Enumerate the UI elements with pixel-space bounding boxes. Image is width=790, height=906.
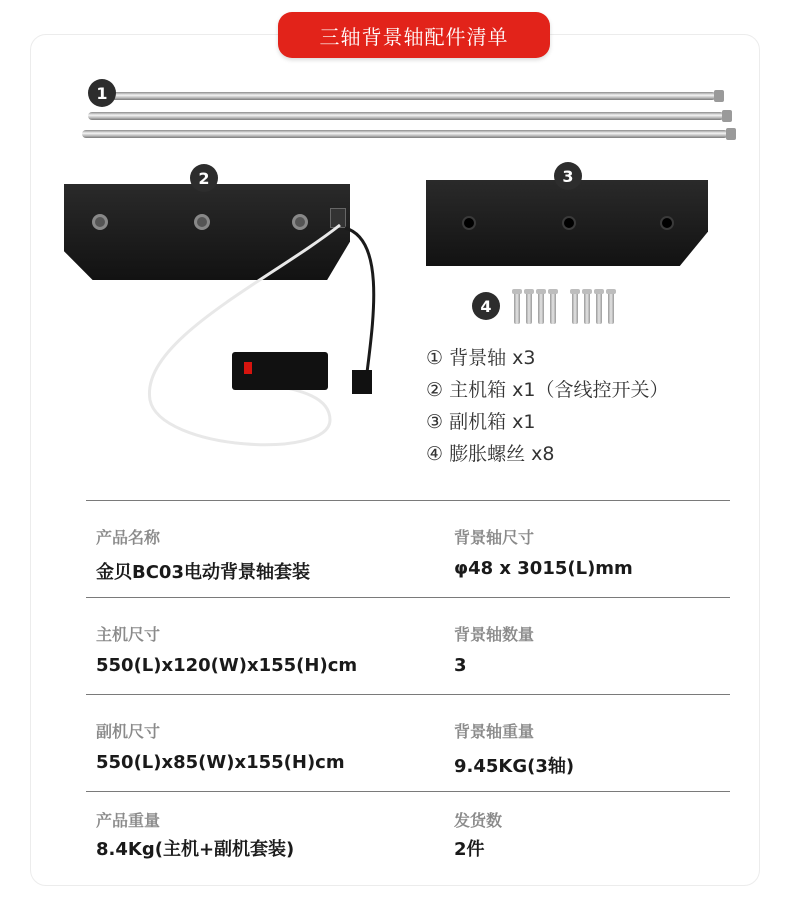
spec-label: 产品名称: [96, 528, 161, 547]
spec-value: 2件: [454, 839, 485, 860]
parts-legend: [426, 342, 668, 470]
legend-item: ① 背景轴 x3: [426, 347, 536, 369]
spec-label: 主机尺寸: [96, 625, 161, 644]
spec-label: 背景轴数量: [454, 625, 535, 644]
spec-value: φ48 x 3015(L)mm: [454, 558, 633, 579]
specs-table: [86, 500, 730, 862]
page-title: 三轴背景轴配件清单: [278, 12, 550, 58]
spec-label: 发货数: [454, 811, 503, 830]
spec-value: 金贝BC03电动背景轴套装: [96, 562, 310, 583]
cable-icon: [120, 220, 400, 470]
marker-1: 1: [88, 79, 116, 107]
spec-label: 产品重量: [96, 811, 161, 830]
legend-item: ④ 膨胀螺丝 x8: [426, 443, 555, 465]
marker-2: 2: [190, 164, 218, 192]
spec-value: 550(L)x120(W)x155(H)cm: [96, 655, 358, 676]
legend-item: ③ 副机箱 x1: [426, 411, 536, 433]
table-row: [86, 694, 730, 791]
spec-label: 背景轴尺寸: [454, 528, 535, 547]
spec-label: 副机尺寸: [96, 722, 161, 741]
marker-3: 3: [554, 162, 582, 190]
spec-value: 550(L)x85(W)x155(H)cm: [96, 752, 345, 773]
spec-value: 3: [454, 655, 467, 676]
spec-label: 背景轴重量: [454, 722, 535, 741]
table-row: [86, 500, 730, 597]
spec-value: 9.45KG(3轴): [454, 756, 575, 777]
legend-item: ② 主机箱 x1（含线控开关）: [426, 379, 669, 401]
table-row: [86, 597, 730, 694]
marker-4: 4: [472, 292, 500, 320]
table-row: [86, 791, 730, 862]
spec-value: 8.4Kg(主机+副机套装): [96, 839, 295, 860]
